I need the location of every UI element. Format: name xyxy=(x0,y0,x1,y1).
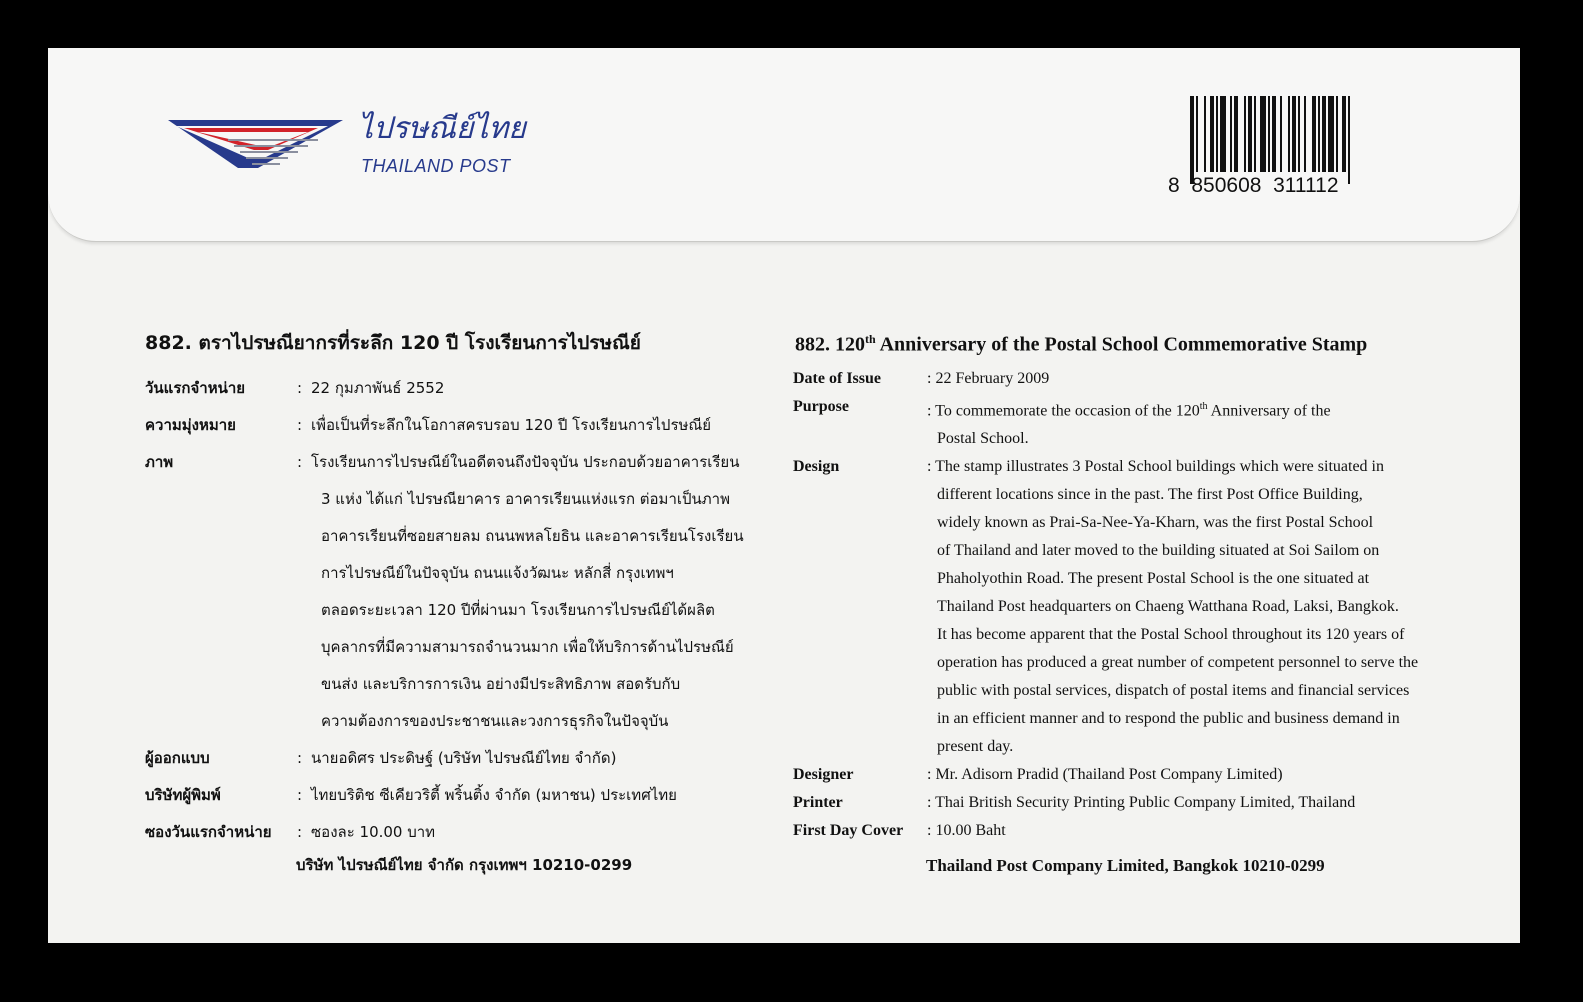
barcode-bar xyxy=(1190,96,1194,184)
thai-designer-value: นายอดิศร ประดิษฐ์ (บริษัท ไปรษณีย์ไทย จำกัด) xyxy=(311,749,617,767)
thai-fdc-value: ซองละ 10.00 บาท xyxy=(311,823,436,841)
thai-purpose-label: ความมุ่งหมาย xyxy=(145,416,236,434)
thai-title: 882. ตราไปรษณียากรที่ระลึก 120 ปี โรงเรียนการไปรษณีย์ xyxy=(145,332,641,354)
english-designer-value: Mr. Adisorn Pradid (Thailand Post Company Limited) xyxy=(935,765,1283,783)
barcode-bar xyxy=(1288,96,1290,172)
envelope-flap xyxy=(48,48,1520,242)
barcode xyxy=(1168,92,1408,202)
english-purpose-line2: Postal School. xyxy=(937,429,1029,447)
thai-design-line: ขนส่ง และบริการการเงิน อย่างมีประสิทธิภาพ สอดรับกับ xyxy=(321,675,681,693)
logo-wing-icon xyxy=(168,118,353,180)
barcode-bar xyxy=(1268,96,1270,172)
logo-thai-text: ไปรษณีย์ไทย xyxy=(358,111,526,146)
barcode-bar xyxy=(1196,96,1198,172)
english-title-sup: th xyxy=(865,332,876,346)
thai-design-value xyxy=(311,444,785,740)
barcode-bar xyxy=(1230,96,1232,172)
barcode-bars xyxy=(1190,96,1412,184)
english-design-row xyxy=(793,453,1493,761)
barcode-bar xyxy=(1244,96,1246,172)
english-fdc-label: First Day Cover xyxy=(793,821,904,839)
barcode-bar xyxy=(1304,96,1306,172)
barcode-bar xyxy=(1348,96,1350,184)
english-title xyxy=(795,332,1493,357)
thai-design-line: ตลอดระยะเวลา 120 ปีที่ผ่านมา โรงเรียนการไปรษณีย์ได้ผลิต xyxy=(321,601,715,619)
barcode-bar xyxy=(1260,96,1266,172)
english-title-prefix: 882. 120 xyxy=(795,333,865,356)
thai-design-line: ความต้องการของประชาชนและวงการธุรกิจในปัจจุบัน xyxy=(321,712,669,730)
thai-design-line: บุคลากรที่มีความสามารถจำนวนมาก เพื่อให้บริการด้านไปรษณีย์ xyxy=(321,638,734,656)
english-date-row: Date of Issue : 22 February 2009 xyxy=(793,365,1493,393)
barcode-bar xyxy=(1272,96,1276,172)
english-printer-row: Printer : Thai British Security Printing Public Company Limited, Thailand xyxy=(793,789,1493,817)
english-purpose-sup: th xyxy=(1199,400,1208,412)
english-purpose-row: Purpose : To commemorate the occasion of the 120th Anniversary of the Postal School. xyxy=(793,393,1493,453)
barcode-bar xyxy=(1210,96,1214,172)
thai-footer: บริษัท ไปรษณีย์ไทย จำกัด กรุงเทพฯ 10210-0299 xyxy=(296,856,633,874)
thai-purpose-value: เพื่อเป็นที่ระลึกในโอกาสครบรอบ 120 ปี โรงเรียนการไปรษณีย์ xyxy=(311,416,712,434)
thai-design-line: อาคารเรียนที่ซอยสายลม ถนนพหลโยธิน และอาคารเรียนโรงเรียน xyxy=(321,527,744,545)
thai-purpose-row: ความมุ่งหมาย : เพื่อเป็นที่ระลึกในโอกาสครบรอบ 120 ปี โรงเรียนการไปรษณีย์ xyxy=(145,407,785,444)
english-design-line: different locations since in the past. The first Post Office Building, xyxy=(937,485,1363,503)
english-design-line: operation has produced a great number of competent personnel to serve the xyxy=(937,653,1419,671)
thai-printer-value: ไทยบริติช ซีเคียวริตี้ พริ้นติ้ง จำกัด (มหาชน) ประเทศไทย xyxy=(311,786,677,804)
english-design-line: public with postal services, dispatch of postal items and financial services xyxy=(937,681,1410,699)
barcode-bar xyxy=(1336,96,1338,172)
barcode-bar xyxy=(1248,96,1252,172)
barcode-bar xyxy=(1322,96,1326,172)
thai-design-line: การไปรษณีย์ในปัจจุบัน ถนนแจ้งวัฒนะ หลักสี่ กรุงเทพฯ xyxy=(321,564,674,582)
barcode-bar xyxy=(1234,96,1238,172)
english-footer: Thailand Post Company Limited, Bangkok 10210-0299 xyxy=(926,856,1325,875)
english-design-label: Design xyxy=(793,457,840,475)
english-design-line: present day. xyxy=(937,737,1014,755)
thai-description xyxy=(145,328,785,851)
thai-design-label: ภาพ xyxy=(145,453,174,471)
thai-fdc-row: ซองวันแรกจำหน่าย : ซองละ 10.00 บาท xyxy=(145,814,785,851)
english-design-line: Phaholyothin Road. The present Postal School is the one situated at xyxy=(937,569,1370,587)
barcode-bar xyxy=(1216,96,1218,172)
barcode-bar xyxy=(1328,96,1334,172)
english-design-line: It has become apparent that the Postal School throughout its 120 years of xyxy=(937,625,1405,643)
thai-design-line: โรงเรียนการไปรษณีย์ในอดีตจนถึงปัจจุบัน ประกอบด้วยอาคารเรียน xyxy=(311,453,740,471)
english-designer-row: Designer : Mr. Adisorn Pradid (Thailand Post Company Limited) xyxy=(793,761,1493,789)
english-design-line: in an efficient manner and to respond the public and business demand in xyxy=(937,709,1400,727)
barcode-bar xyxy=(1298,96,1300,172)
english-purpose-label: Purpose xyxy=(793,397,849,415)
english-printer-value: Thai British Security Printing Public Company Limited, Thailand xyxy=(935,793,1356,811)
english-design-line: widely known as Prai-Sa-Nee-Ya-Kharn, was the first Postal School xyxy=(937,513,1374,531)
thai-design-line: 3 แห่ง ได้แก่ ไปรษณียาคาร อาคารเรียนแห่งแรก ต่อมาเป็นภาพ xyxy=(321,490,730,508)
barcode-bar xyxy=(1318,96,1320,172)
english-fdc-row: First Day Cover : 10.00 Baht xyxy=(793,817,1493,845)
english-design-value: : The stamp illustrates 3 Postal School buildings which were situated in different locations since in the past. The first Post Office Building, widely known as Prai-Sa-Nee-Ya-Kharn, was the first Postal School of Thailand and later moved to the building situated at Soi Sailom on Phaholyothin Road. The present Postal School is the one situated at Thailand Post headquarters on Chaeng Watthana Road, Laksi, Bangkok. It has become apparent that the Postal School throughout its 120 years of operation has produced a great number of competent personnel to serve the public with postal services, dispatch of postal items and financial services in an efficient manner and to respond the public and business demand in present day. xyxy=(927,457,1419,755)
english-fdc-value: 10.00 Baht xyxy=(935,821,1006,839)
english-design-line: The stamp illustrates 3 Postal School buildings which were situated in xyxy=(935,457,1384,475)
envelope-back xyxy=(48,48,1520,943)
thai-printer-row: บริษัทผู้พิมพ์ : ไทยบริติช ซีเคียวริตี้ พริ้นติ้ง จำกัด (มหาชน) ประเทศไทย xyxy=(145,777,785,814)
barcode-bar xyxy=(1292,96,1296,172)
thai-designer-row: ผู้ออกแบบ : นายอดิศร ประดิษฐ์ (บริษัท ไปรษณีย์ไทย จำกัด) xyxy=(145,740,785,777)
english-date-label: Date of Issue xyxy=(793,369,881,387)
barcode-bar xyxy=(1280,96,1282,172)
english-design-line: of Thailand and later moved to the building situated at Soi Sailom on xyxy=(937,541,1380,559)
english-designer-label: Designer xyxy=(793,765,854,783)
english-date-value: 22 February 2009 xyxy=(935,369,1050,387)
barcode-bar xyxy=(1312,96,1316,172)
thailand-post-logo xyxy=(168,111,548,188)
thai-printer-label: บริษัทผู้พิมพ์ xyxy=(145,786,221,804)
barcode-digits: 8 850608 311112 xyxy=(1168,174,1339,197)
english-title-rest: Anniversary of the Postal School Commemorative Stamp xyxy=(875,333,1368,356)
barcode-bar xyxy=(1220,96,1226,172)
english-purpose-line1-rest: Anniversary of the xyxy=(1207,401,1331,419)
thai-fdc-label: ซองวันแรกจำหน่าย xyxy=(145,823,272,841)
english-description xyxy=(793,332,1493,845)
barcode-bar xyxy=(1204,96,1206,172)
logo-english-text: THAILAND POST xyxy=(361,156,511,176)
thai-designer-label: ผู้ออกแบบ xyxy=(145,749,210,767)
barcode-bar xyxy=(1342,96,1346,172)
thai-design-row: ภาพ : โรงเรียนการไปรษณีย์ในอดีตจนถึงปัจจุบัน ประกอบด้วยอาคารเรียน 3 แห่ง ได้แก่ ไปรษณียาคาร อาคารเรียนแห่งแรก ต่อมาเป็นภาพ อาคารเรียนที่ซอยสายลม ถนนพหลโยธิน และอาคารเรียนโรงเรียน การไปรษณีย์ในปัจจุบัน ถนนแจ้งวัฒนะ หลักสี่ กรุงเทพฯ ตลอดระยะเวลา 120 ปีที่ผ่านมา โรงเรียนการไปรษณีย์ได้ผลิต บุคลากรที่มีความสามารถจำนวนมาก เพื่อให้บริการด้านไปรษณีย์ ขนส่ง และบริการการเงิน อย่างมีประสิทธิภาพ สอดรับกับ ความต้องการของประชาชนและวงการธุรกิจในปัจจุบัน xyxy=(145,444,785,740)
thai-date-label: วันแรกจำหน่าย xyxy=(145,379,246,397)
english-purpose-line1-prefix: To commemorate the occasion of the 120 xyxy=(935,401,1200,419)
thai-date-value: 22 กุมภาพันธ์ 2552 xyxy=(311,379,445,397)
barcode-bar xyxy=(1254,96,1256,172)
english-design-line: Thailand Post headquarters on Chaeng Watthana Road, Laksi, Bangkok. xyxy=(937,597,1399,615)
thai-date-row: วันแรกจำหน่าย : 22 กุมภาพันธ์ 2552 xyxy=(145,370,785,407)
english-printer-label: Printer xyxy=(793,793,843,811)
